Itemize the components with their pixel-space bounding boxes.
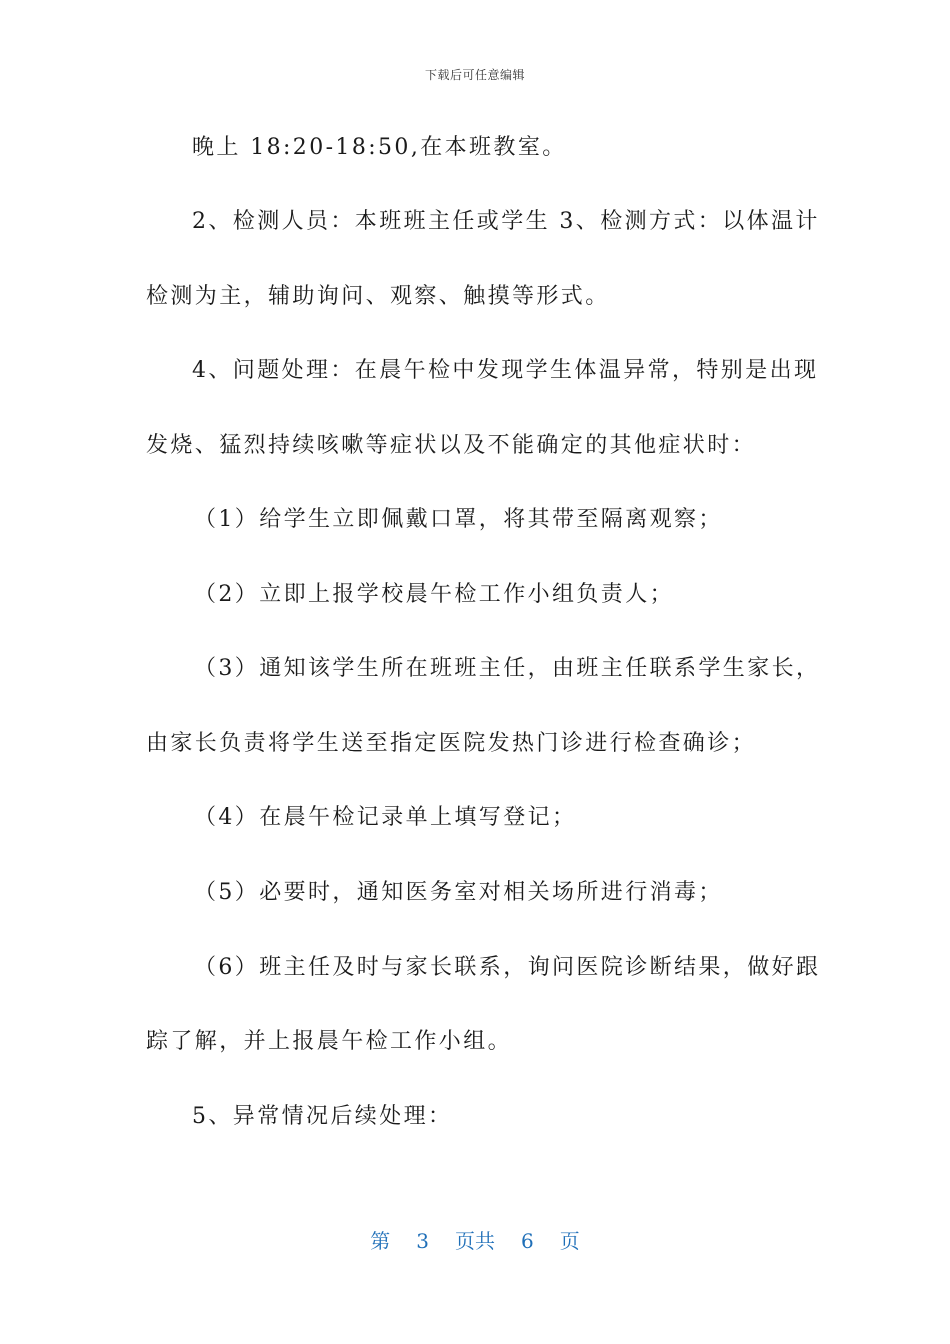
page-prefix: 第 (370, 1229, 391, 1253)
body-line-12: （6）班主任及时与家长联系，询问医院诊断结果，做好跟 (194, 955, 821, 980)
body-line-14: 5、异常情况后续处理： (192, 1104, 453, 1129)
body-line-9: 由家长负责将学生送至指定医院发热门诊进行检查确诊； (146, 731, 757, 756)
body-line-6: （1）给学生立即佩戴口罩，将其带至隔离观察； (194, 507, 723, 532)
body-line-5: 发烧、猛烈持续咳嗽等症状以及不能确定的其他症状时： (146, 433, 757, 458)
body-line-2: 2、检测人员：本班班主任或学生 3、检测方式：以体温计 (192, 209, 820, 234)
body-line-8: （3）通知该学生所在班班主任，由班主任联系学生家长， (194, 656, 821, 681)
body-line-4: 4、问题处理：在晨午检中发现学生体温异常，特别是出现 (192, 358, 819, 383)
page-number: 3 (416, 1229, 429, 1253)
body-line-10: （4）在晨午检记录单上填写登记； (194, 805, 577, 830)
page-total: 6 (521, 1229, 534, 1253)
header-note: 下载后可任意编辑 (424, 68, 525, 82)
page-mid: 页共 (455, 1229, 495, 1253)
page-suffix: 页 (559, 1229, 580, 1253)
body-line-7: （2）立即上报学校晨午检工作小组负责人； (194, 582, 674, 607)
page-footer (0, 1225, 950, 1254)
body-line-11: （5）必要时，通知医务室对相关场所进行消毒； (194, 880, 723, 905)
body-line-3: 检测为主，辅助询问、观察、触摸等形式。 (146, 284, 610, 309)
body-line-1: 晚上 18:20-18:50,在本班教室。 (192, 135, 567, 160)
body-line-13: 踪了解，并上报晨午检工作小组。 (146, 1029, 513, 1054)
